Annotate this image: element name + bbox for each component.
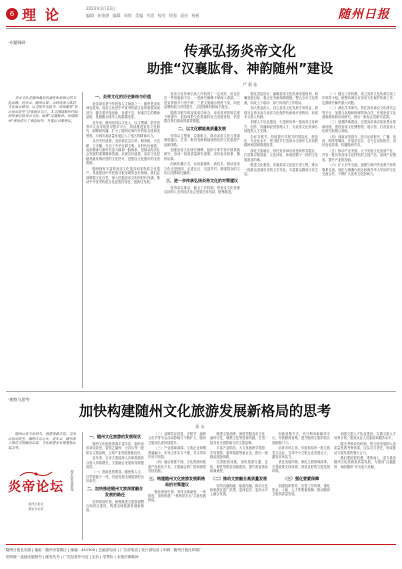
subheading: 二、加快推进随州文旅深度融合发展的路径 [87, 485, 143, 497]
paragraph: （四）创新宣传推介。综合运用报刊、广播、电视、网络等媒体，开展多层次、全方位宣传推介，讲好炎帝故事，传播随州声音。 [322, 134, 396, 148]
column-logo-title: 炎帝论坛 [8, 480, 65, 495]
paragraph: 完善配套设施，加快旅游交通、住宿、餐饮等配套设施建设，提升游客体验和满意度。 [210, 460, 268, 474]
paragraph: 强化顶层设计，编制炎帝文化传承发展规划，明确发展目标、重点任务和保障措施。整合全市文化资源，形成上下联动、部门协同的工作格局。 [244, 92, 318, 105]
article2-column-5 [334, 432, 396, 540]
paragraph: （五）推动产业发展。大力发展文化创意产业，开发一批具有炎帝文化特色的文创产品，延伸产业链条，提升产业附加值。 [322, 148, 396, 162]
editor-credits: 编辑 孙骏骅 编辑 周铭 美编 代欣 校对 徐强 责任 杨彬 [86, 13, 200, 18]
paragraph: 创新传播方式，运用新媒体、新技术，推动炎帝文化走进校园、走进社区、走进乡村，增强群众的文化认同感和归属感。 [164, 162, 240, 176]
paragraph: 加强炎帝文化研究阐释，组织专家学者开展系统研究，形成一批高质量研究成果，讲好炎帝故事、随州故事。 [164, 148, 240, 161]
subheading: 三、进一步传承弘扬炎帝文化的对策建议 [166, 177, 238, 183]
article1-byline: 严 莉 张 [242, 82, 258, 87]
paragraph: 做强文旅品牌，深度挖掘炎帝文化、编钟文化、佛教文化等资源内涵，打造一批具有全国影响力的文旅品牌。 [210, 432, 268, 445]
article1-column-1 [86, 92, 160, 388]
header-rule-thin [6, 28, 396, 29]
paragraph: （二）品牌效应初显。寻根节、编钟文化节等节会活动影响力不断扩大，随州文旅知名度持续提升。 [148, 432, 206, 445]
paragraph: 推进文化惠民，实施炎帝文化进万家工程，推出一批群众喜闻乐见的文艺作品，丰富群众精神文化生活。 [244, 163, 318, 176]
paragraph: 加强组织领导，完善工作机制，强化资金、土地、人才等要素保障，推动随州文旅高质量发展。 [272, 483, 330, 497]
paragraph: （二）深化学术研究。依托炎帝神农文化研究会等平台，加强与高校和科研院所合作，开展炎帝文化基础理论和应用研究，推出一批标志性研究成果。 [322, 106, 396, 120]
paragraph: （一）资源优势明显。随州集人文、自然资源于一体，具备发展全域旅游的良好条件。 [86, 470, 144, 484]
paragraph: 健全考核评价机制，把文旅发展纳入高质量发展考核体系，压实各方责任，形成推动文旅发展的强大合力。 [334, 441, 396, 455]
paragraph: 加强人才队伍建设，引进和培养一批炎帝文化研究、创作、传播和经营管理人才，为炎帝文化传承弘扬提供人才支撑。 [244, 120, 318, 134]
paragraph: （六）扩大对外交流。加强与海内外炎黄子孙的联系交流，深化与港澳台地区和海外华人华侨的文化交流合作，不断扩大炎帝文化影响力。 [322, 163, 396, 176]
issue-date: 2023年3月23日 [86, 6, 116, 11]
paragraph: 强化规划引领，坚持全域谋划、一体推进，加快构建“一核两带多点”文旅发展格局。 [148, 489, 206, 503]
paragraph: 深化文旅融合，依托炎帝神农故里风景名胜区，打造集寻根祭祖、文化体验、休闲度假于一体的文化旅游目的地。 [244, 148, 318, 162]
article1-title-line2: 助推“汉襄肱骨、神韵随州”建设 [146, 62, 334, 77]
section-title: 理 论 [22, 8, 61, 24]
paragraph: 坚持规划引领，统筹推进文旅资源整合和项目建设，构建全域旅游发展新格局。 [86, 499, 144, 513]
article1-column-4 [322, 92, 396, 388]
page-footer [0, 544, 402, 569]
paragraph: （一）健全工作机制。成立炎帝文化传承弘扬工作领导小组，统筹协调全市炎帝文化保护传承工作，定期研究解决重大问题。 [322, 92, 396, 105]
page-number: 6 [6, 8, 18, 20]
article1-title-line1: 传承弘扬炎帝文化 [184, 44, 296, 60]
article2-byline: 张 永 [195, 424, 205, 429]
paragraph: 近年来，随州坚持以文化人、以文塑城，依托世界华人炎帝故里寻根节平台，持续推进炎帝文化研究、阐释和传播，扩大了随州在海内外的知名度和美誉度，为城市高质量发展注入了强大的精神动力。 [86, 120, 160, 138]
article1-column-3 [244, 92, 318, 388]
paragraph: （四）融合程度不深。文化资源向旅游产品转化不足，文旅融合的广度和深度有待拓展。 [148, 460, 206, 474]
article2-column-3 [210, 432, 268, 540]
paragraph: 加大资金投入，设立炎帝文化发展专项资金，鼓励社会资本参与炎帝文化保护传承和开发利用，形成多元投入机制。 [244, 106, 318, 120]
paragraph: 炎帝文化传承弘扬工作取得了一定成效，但也存在一些短板和不足：一是研究阐释不够深入系统，二是宣传推介力度不够，三是文旅融合程度不高，四是品牌影响力有待提升，五是保障机制尚不健全。 [164, 92, 240, 110]
paragraph: 我们要抢抓机遇、乘势而上，奋力推动随州文化旅游高质量发展，为建设“汉襄肱骨、神韵随州”作出更大贡献。 [334, 456, 396, 469]
paragraph: （三）产业基础薄弱。文旅企业规模普遍偏小，市场主体实力不强，龙头带动作用不明显。 [148, 446, 206, 460]
paragraph: 创新营销方式，充分利用新媒体平台，开展精准营销，提升随州文旅的知名度和吸引力。 [272, 432, 330, 445]
article2-column-1 [86, 432, 144, 540]
paragraph: 丰富产品供给，大力发展研学旅游、乡村旅游、康养旅游等新业态，推出一批精品旅游线路。 [210, 446, 268, 460]
subheading: 三、构建随州文化旅游发展新格局的对策建议 [149, 475, 205, 487]
article1-intro: 炎帝文化是随州最具代表性和影响力的文化品牌。近年来，随州市委、市政府深入推进文化强市建设，以寻根节为抓手，持续擦亮“炎帝神农故里”这张城市名片。本文围绕新时代如何传承弘扬炎帝文化、助推“汉襄肱骨、神韵随州”建设进行了调查研究，并提出对策建议。 [8, 96, 78, 123]
paragraph: 坚持高位推动，健全工作机制，把炎帝文化传承弘扬纳入全市经济社会发展总体布局，统筹推进。 [164, 185, 240, 194]
paragraph: 坚持以文塑旅、以旅彰文，推动炎帝文化与旅游深度融合，打造一批具有鲜明地域特色的文化旅游产品和线路。 [164, 133, 240, 147]
paragraph: 随州文化旅游资源丰富多彩，拥有炎帝神农故里、曾侯乙编钟、大洪山等一批知名文旅品牌，文旅产业发展基础良好。 [86, 442, 144, 455]
column-divider [82, 432, 83, 540]
subheading: 一、随州文化旅游的发展现状 [89, 434, 141, 439]
paragraph: 炎帝神农是中华民族人文始祖之一，随州是炎帝神农故里。炎帝文化是中华优秀传统文化的重要组成部分，蕴含着开拓创新、自强不息、和谐共生的精神品格，是凝聚全球华人的重要纽带。 [86, 102, 160, 120]
paragraph: 办好寻根节，持续提升寻根节的国际化、规范化、专业化水平，把寻根节打造成为全球华人共同的精神家园和情感纽带。 [244, 134, 318, 148]
paragraph: 优化发展环境，深化文旅领域改革，完善政策支持体系，营造良好的文旅发展环境。 [272, 460, 330, 474]
article2-column-4 [272, 432, 330, 540]
article2-tag: ·观察与思考· [8, 397, 31, 402]
footer-line-1: 随州日报社出版 | 地址：随州市曾都区 | 邮编：441300 | 总编室电话 | 广告部电话 | 发行部电话 | 印刷：随州日报社印刷厂 [6, 548, 203, 552]
paragraph: 随州拥有丰富的炎帝文化遗存和非物质文化遗产，具备建设中华民族寻根圣地的良好基础。我们必须增强文化自觉，深入挖掘炎帝文化的时代内涵，推动中华优秀传统文化创造性转化、创新性发展。 [86, 166, 160, 184]
paragraph: 从历史价值看，炎帝神农尝百草、制耒耜、兴农耕、立市廛，开启了中华农耕文明。从时代价值看，炎帝精神与新时代奋斗精神一脉相承，是推动经济社会发展的重要精神资源。从现实价值看，炎帝文化是随州最具辨识度的文化符号，是建设文化强市的宝贵资源。 [86, 139, 160, 166]
footer-rule [6, 544, 396, 545]
paragraph: （三）加强阵地建设。完善炎帝神农故里景区基础设施，建设炎帝文化博物馆、展示馆，打造炎帝文化研究和展示高地。 [322, 120, 396, 134]
column-logo-sub: 随州日报社 [28, 502, 44, 506]
article2-column-2 [148, 432, 206, 540]
subheading: 二、以文化赋能高质量发展 [178, 125, 226, 131]
paragraph: 加强文旅人才队伍建设，实施文旅人才培养计划，提高从业人员素质和服务水平。 [334, 432, 396, 441]
footer-line-2: 国内统一连续出版物号 | 邮发代号 | 广告经营许可证 | 定价 | 零售价 | 本报法律顾问 [6, 555, 139, 559]
section-divider [6, 391, 396, 392]
column-logo-sub2: 理论评论部 [28, 507, 44, 511]
page-header [0, 0, 402, 32]
article1-column-2 [164, 92, 240, 388]
paragraph: 培育市场主体，引进和培育一批文旅龙头企业，支持中小文旅企业发展壮大，激发市场活力。 [272, 446, 330, 460]
column-logo-side-text: 理论版投稿邮箱 [70, 470, 74, 491]
newspaper-logo: 随州日报 [337, 7, 390, 21]
paragraph: 随着寻根节的连续成功举办，炎帝故里的知名度不断提升，但如何把文化资源转化为发展优势，仍是摆在我们面前的重要课题。 [164, 110, 240, 124]
column-logo [8, 468, 64, 526]
paragraph: 坚持宜融则融、能融尽融，推动文化和旅游在更广范围、更深层次、更高水平上融合发展。 [210, 483, 268, 497]
article2-title: 加快构建随州文化旅游发展新格局的思考 [79, 404, 331, 420]
subheading: （二）推动文旅融合高质量发展 [211, 475, 267, 481]
subheading: （三）强化要素保障 [283, 475, 319, 481]
column-divider [82, 92, 83, 388]
article2-intro: 随州历史文化悠久，旅游资源丰富，是炎帝神农故里、编钟古乐之乡。近年来，随州深入推进文旅融合发展，文化旅游业呈现蓬勃发展态势。 [8, 432, 77, 450]
header-rule [6, 26, 396, 27]
subheading: 一、炎帝文化的历史脉络与价值 [95, 94, 151, 99]
article1-tag: ·专题调研· [8, 40, 27, 45]
paragraph: 近年来，全市文旅接待人次和旅游综合收入持续增长，文旅融合发展取得积极成效。 [86, 456, 144, 470]
